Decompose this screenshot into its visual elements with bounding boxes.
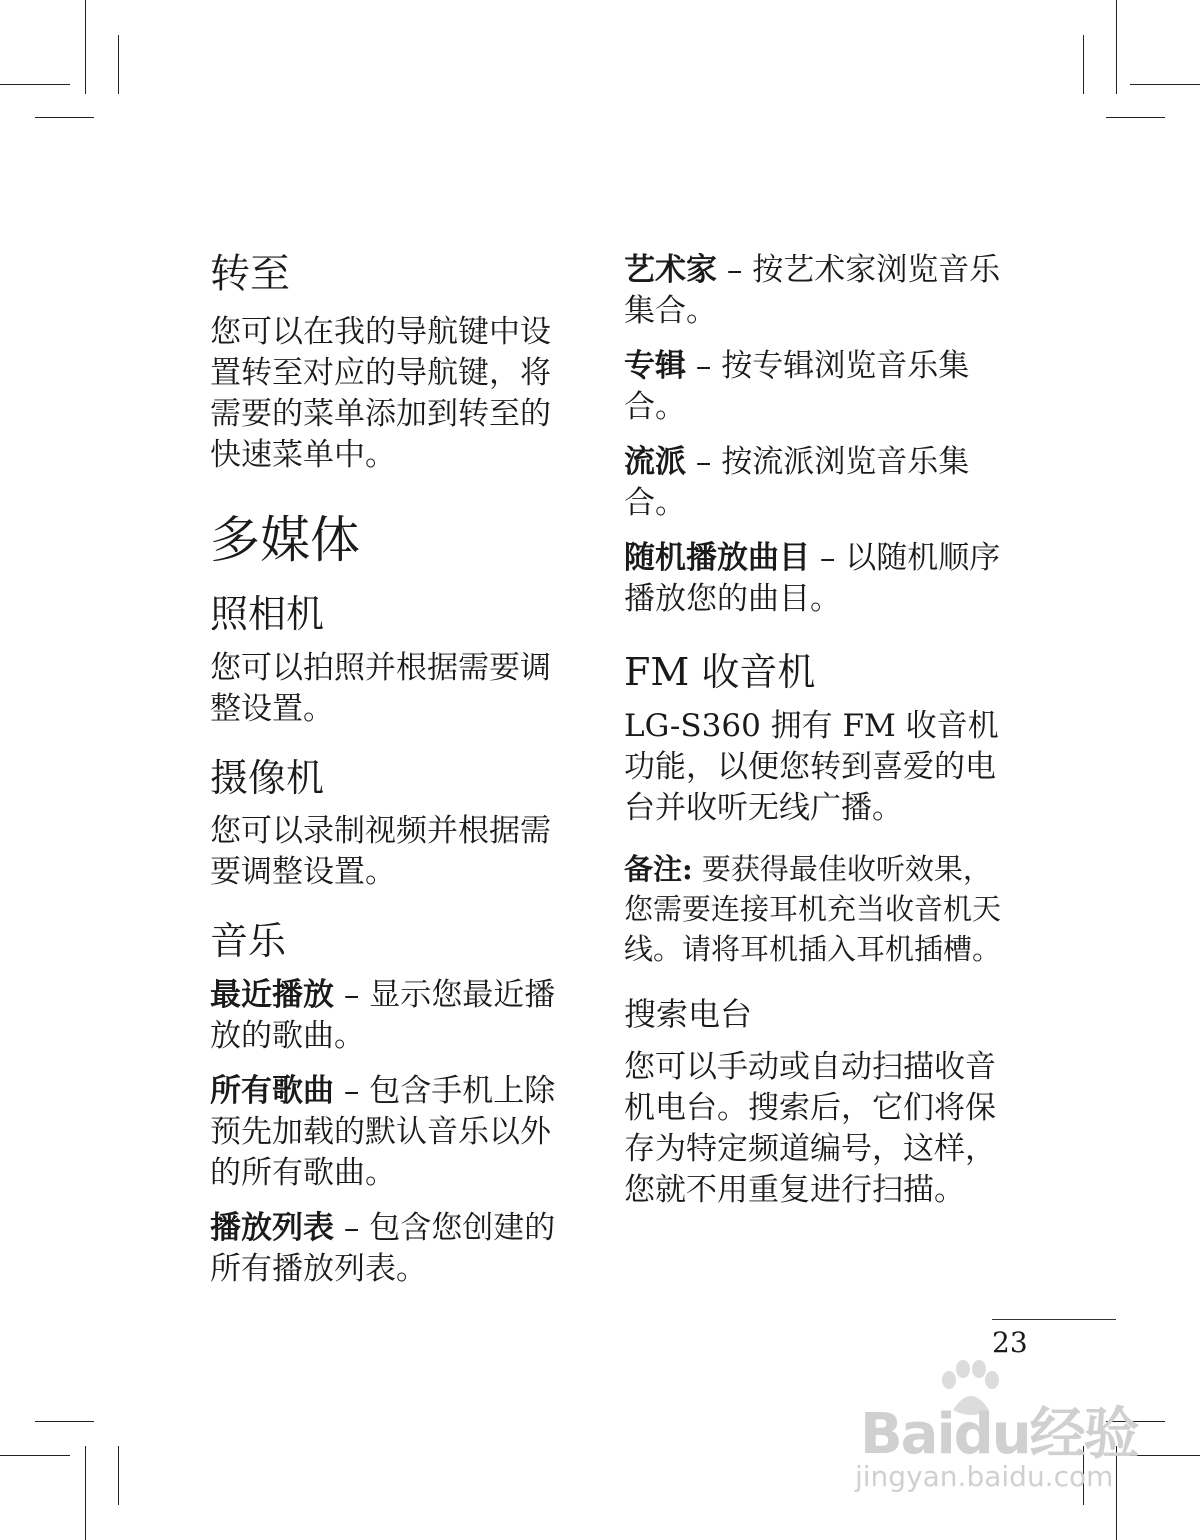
multimedia-heading: 多媒体 bbox=[210, 511, 360, 569]
music-item-recent bbox=[210, 975, 580, 1057]
crop-mark bbox=[1106, 117, 1165, 118]
watermark-url: jingyan.baidu.com bbox=[855, 1460, 1114, 1493]
music-desc: – 按艺术家浏览音乐集合。 bbox=[624, 252, 1001, 329]
music-desc: – 包含您创建的所有播放列表。 bbox=[210, 1209, 556, 1287]
crop-mark bbox=[0, 1455, 70, 1456]
music-item-all-songs bbox=[210, 1071, 580, 1194]
search-stations-heading: 搜索电台 bbox=[624, 994, 753, 1033]
page-number-rule bbox=[992, 1319, 1116, 1320]
crop-mark bbox=[1130, 84, 1200, 85]
search-stations-body: 您可以手动或自动扫描收音机电台。搜索后，它们将保存为特定频道编号，这样，您就不用重复进行扫描。 bbox=[624, 1048, 996, 1208]
right-column bbox=[624, 250, 1009, 1211]
crop-mark bbox=[35, 117, 94, 118]
music-term: 最近播放 bbox=[210, 976, 334, 1013]
crop-mark bbox=[0, 84, 70, 85]
note-text: 要获得最佳收听效果，您需要连接耳机充当收音机天线。请将耳机插入耳机插槽。 bbox=[624, 851, 1002, 966]
crop-mark bbox=[1083, 35, 1084, 94]
music-item-shuffle bbox=[624, 538, 1009, 620]
music-desc: – 以随机顺序播放您的曲目。 bbox=[624, 540, 1001, 617]
crop-mark bbox=[85, 0, 86, 94]
goto-body: 您可以在我的导航键中设置转至对应的导航键，将需要的菜单添加到转至的快速菜单中。 bbox=[210, 314, 551, 473]
crop-mark bbox=[1130, 1455, 1200, 1456]
fm-radio-heading: FM 收音机 bbox=[624, 650, 816, 694]
crop-mark bbox=[118, 1446, 119, 1505]
left-column bbox=[210, 250, 580, 1304]
music-term: 流派 bbox=[624, 444, 686, 480]
music-term: 艺术家 bbox=[624, 252, 717, 288]
note-label: 备注: bbox=[624, 851, 693, 886]
music-desc: – 包含手机上除预先加载的默认音乐以外的所有歌曲。 bbox=[210, 1072, 556, 1191]
crop-mark bbox=[35, 1421, 94, 1422]
camera-body: 您可以拍照并根据需要调整设置。 bbox=[210, 649, 551, 727]
music-desc: – 显示您最近播放的歌曲。 bbox=[210, 976, 556, 1054]
fm-radio-note bbox=[624, 849, 1009, 969]
music-item-albums bbox=[624, 346, 1009, 428]
video-body: 您可以录制视频并根据需要调整设置。 bbox=[210, 813, 551, 891]
music-term: 播放列表 bbox=[210, 1209, 334, 1246]
crop-mark bbox=[1116, 0, 1117, 94]
music-term: 随机播放曲目 bbox=[624, 540, 810, 576]
music-item-genres bbox=[624, 442, 1009, 524]
watermark-brand: Baidu经验 bbox=[860, 1402, 1138, 1467]
fm-radio-body: LG-S360 拥有 FM 收音机功能，以便您转到喜爱的电台并收听无线广播。 bbox=[624, 707, 999, 826]
music-desc: – 按流派浏览音乐集合。 bbox=[624, 444, 970, 521]
goto-heading: 转至 bbox=[210, 251, 290, 297]
baidu-watermark bbox=[840, 1360, 1140, 1493]
page-number: 23 bbox=[992, 1326, 1028, 1359]
music-item-artists bbox=[624, 250, 1009, 332]
crop-mark bbox=[85, 1446, 86, 1540]
music-item-playlists bbox=[210, 1208, 580, 1290]
music-term: 专辑 bbox=[624, 348, 686, 384]
crop-mark bbox=[118, 35, 119, 94]
music-heading: 音乐 bbox=[210, 919, 287, 964]
music-desc: – 按专辑浏览音乐集合。 bbox=[624, 348, 970, 425]
music-term: 所有歌曲 bbox=[210, 1072, 334, 1109]
camera-heading: 照相机 bbox=[210, 592, 325, 636]
video-heading: 摄像机 bbox=[210, 755, 325, 800]
